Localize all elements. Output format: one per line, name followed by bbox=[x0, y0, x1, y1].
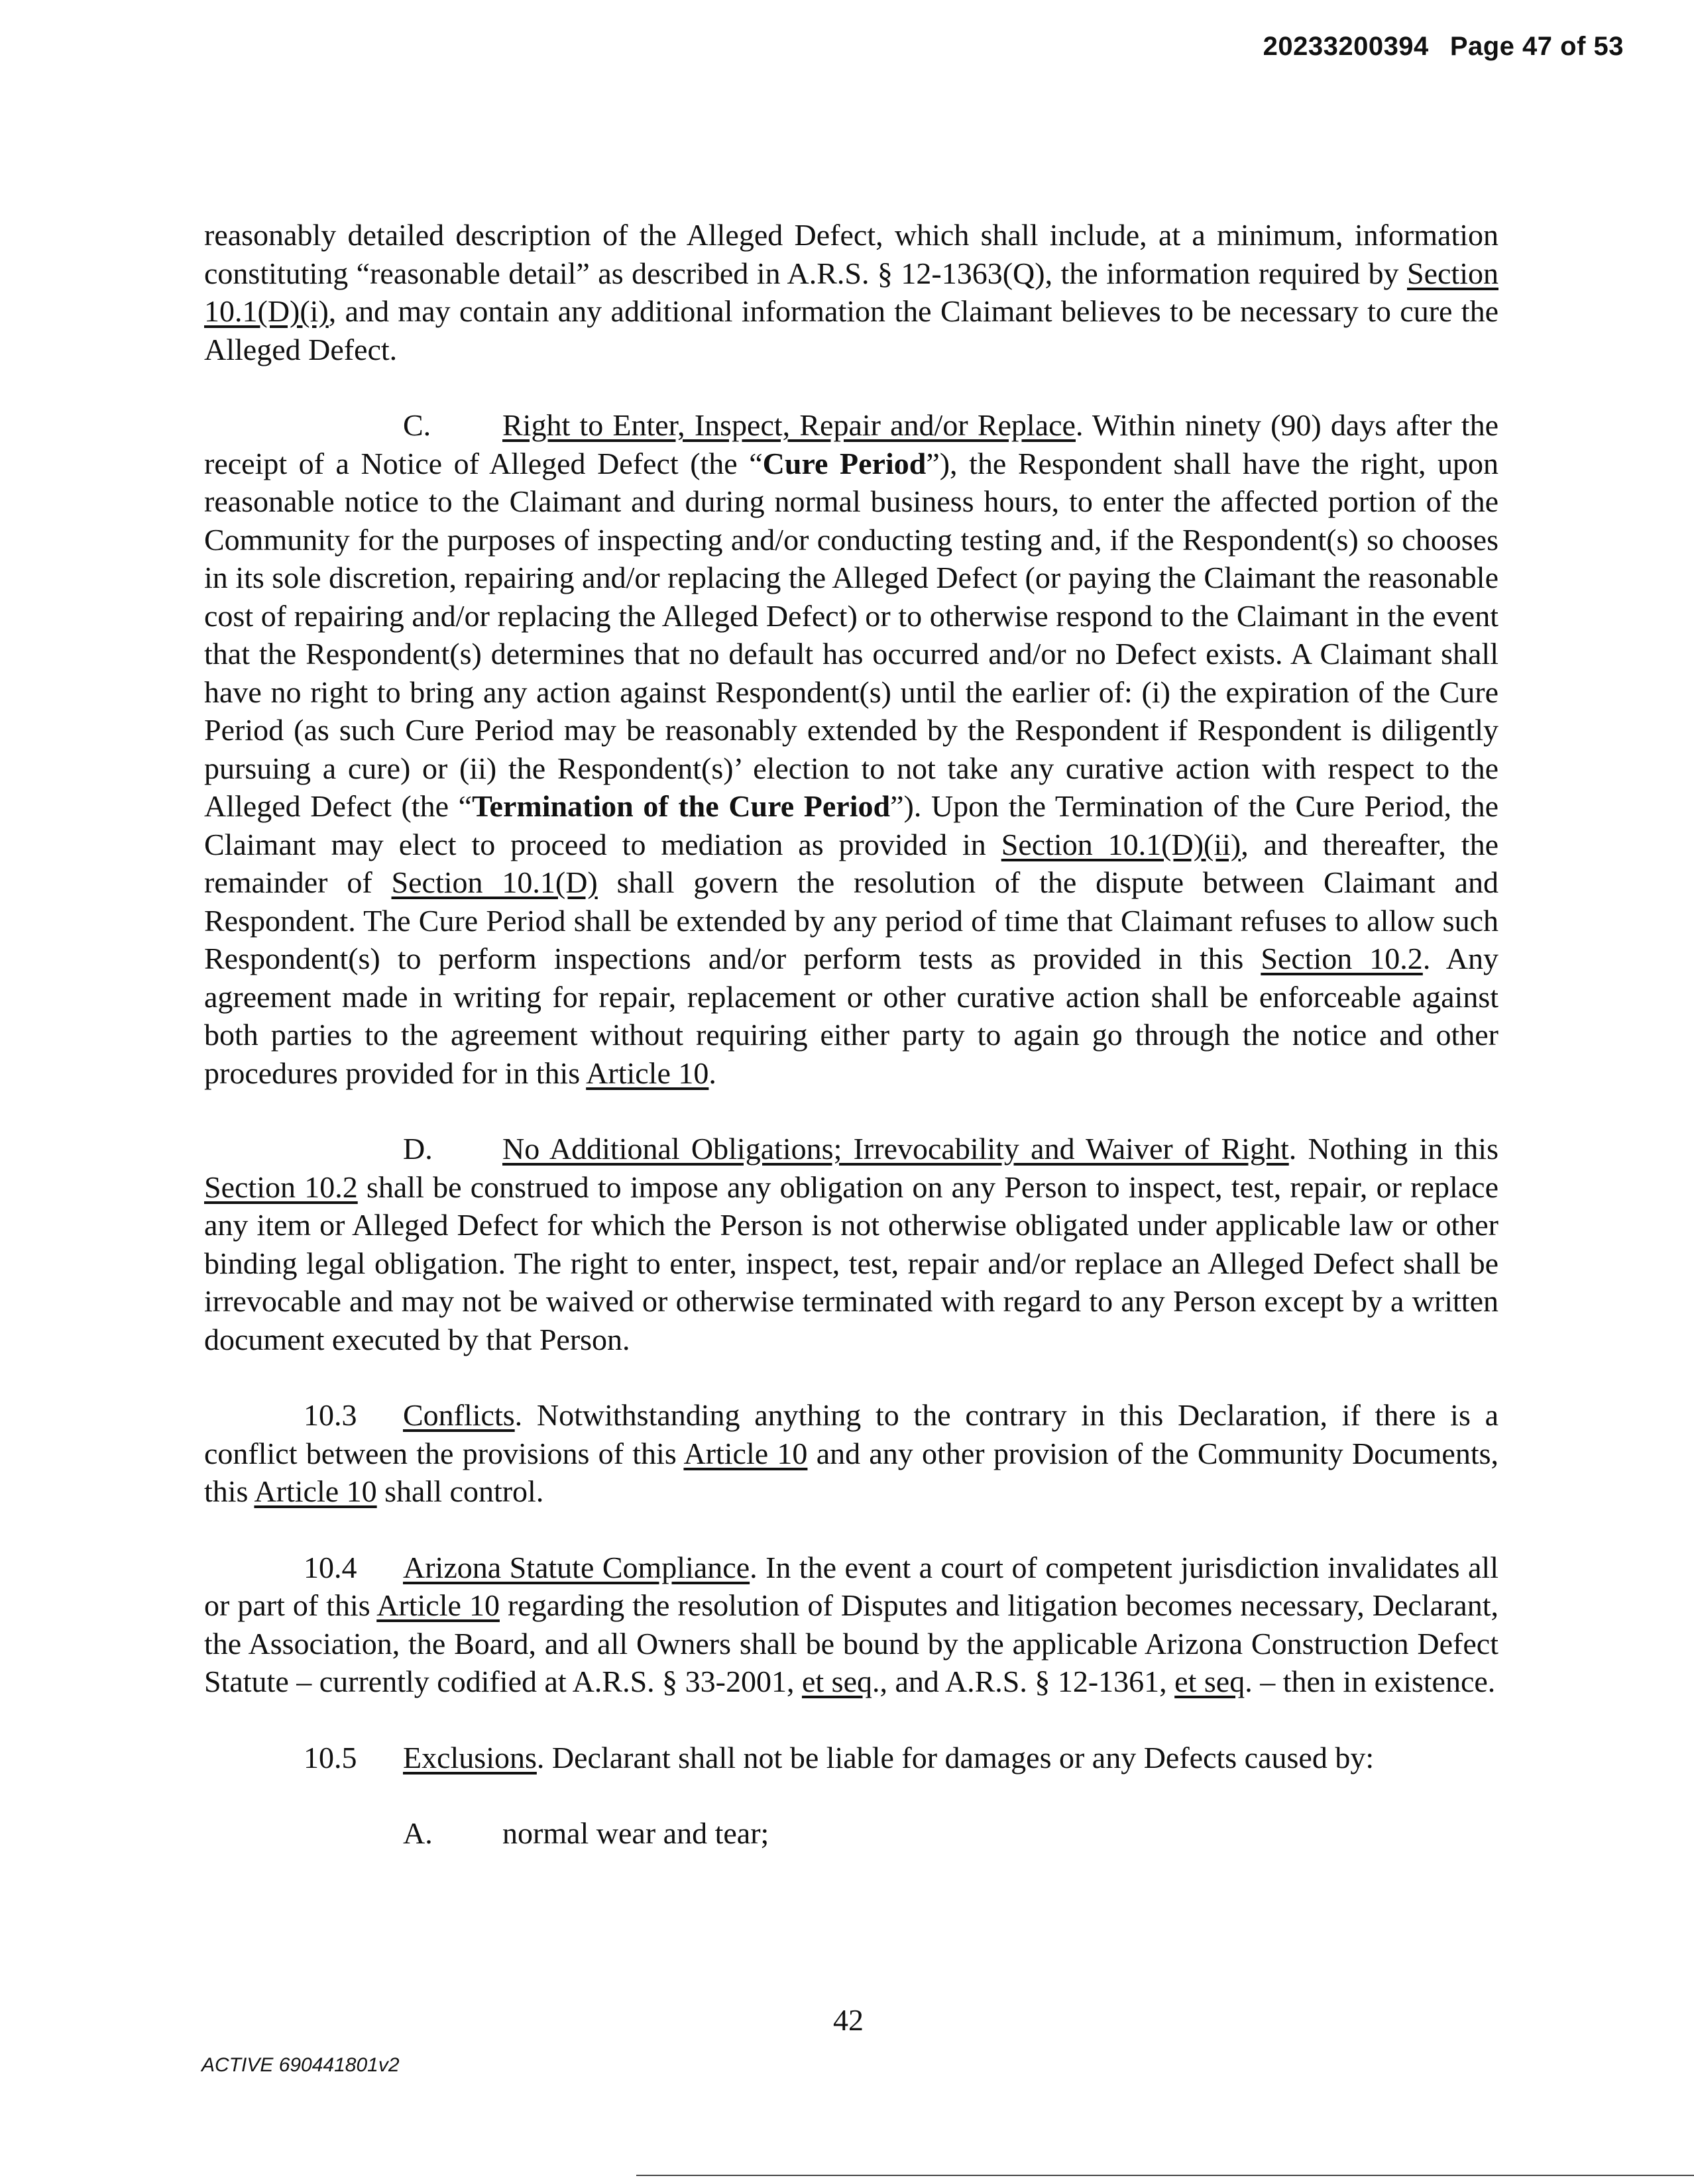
paragraph-label: C. bbox=[403, 408, 431, 442]
paragraph-c: C. Right to Enter, Inspect, Repair and/or Replace. Within ninety (90) days after the receipt of a Notice of Alleged Defect (the “Cure Period”), the Respondent shall have the right, upon reasonable notice to the Claimant and during normal business hours, to enter the affected portion of the Community for the purposes of inspecting and/or conducting testing and, if the Respondent(s) so chooses in its sole discretion, repairing and/or replacing the Alleged Defect (or paying the Claimant the reasonable cost of repairing and/or replacing the Alleged Defect) or to otherwise respond to the Claimant in the event that the Respondent(s) determines that no default has occurred and/or no Defect exists. A Claimant shall have no right to bring any action against Respondent(s) until the earlier of: (i) the expiration of the Cure Period (as such Cure Period may be reasonably extended by the Respondent if Respondent is diligently pursuing a cure) or (ii) the Respondent(s)’ election to not take any curative action with respect to the Alleged Defect (the “Termination of the Cure Period”). Upon the Termination of the Cure Period, the Claimant may elect to proceed to mediation as provided in Section 10.1(D)(ii), and thereafter, the remainder of Section 10.1(D) shall govern the resolution of the dispute between Claimant and Respondent. The Cure Period shall be extended by any period of time that Claimant refuses to allow such Respondent(s) to perform inspections and/or perform tests as provided in this Section 10.2. Any agreement made in writing for repair, replacement or other curative action shall be enforceable against both parties to the agreement without requiring either party to again go through the notice and other procedures provided for in this Article 10. bbox=[204, 406, 1498, 1092]
page-count-label: Page 47 of 53 bbox=[1449, 32, 1624, 61]
paragraph-label: D. bbox=[403, 1132, 433, 1166]
page-header bbox=[1263, 32, 1624, 62]
paragraph-continuation: reasonably detailed description of the Alleged Defect, which shall include, at a minimum, information constituting “reasonable detail” as described in A.R.S. § 12-1363(Q), the information required by Section 10.1(D)(i), and may contain any additional information the Claimant believes to be necessary to cure the Alleged Defect. bbox=[204, 218, 1498, 366]
section-reference: Section 10.2 bbox=[204, 1170, 358, 1204]
citation-term: et seq bbox=[801, 1665, 872, 1698]
article-reference: Article 10 bbox=[376, 1588, 500, 1622]
section-number: 10.4 bbox=[304, 1550, 357, 1584]
section-heading: Conflicts bbox=[403, 1398, 515, 1432]
list-label: A. bbox=[403, 1816, 433, 1850]
article-reference: Article 10 bbox=[254, 1474, 377, 1508]
citation-term: et seq bbox=[1174, 1665, 1245, 1698]
paragraph-heading: No Additional Obligations; Irrevocability and Waiver of Right bbox=[502, 1132, 1289, 1166]
defined-term: Termination of the Cure Period bbox=[472, 789, 891, 823]
article-reference: Article 10 bbox=[586, 1056, 709, 1090]
section-number: 10.5 bbox=[304, 1740, 357, 1774]
section-reference: Section 10.1(D)(ii) bbox=[1001, 827, 1241, 861]
paragraph-heading: Right to Enter, Inspect, Repair and/or Replace bbox=[502, 408, 1076, 442]
document-body bbox=[204, 216, 1498, 1853]
paragraph-d: D. No Additional Obligations; Irrevocability and Waiver of Right. Nothing in this Section 10.2 shall be construed to impose any obligation on any Person to inspect, test, repair, or replace any item or Alleged Defect for which the Person is not otherwise obligated under applicable law or other binding legal obligation. The right to enter, inspect, test, repair and/or replace an Alleged Defect shall be irrevocable and may not be waived or otherwise terminated with regard to any Person except by a written document executed by that Person. bbox=[204, 1130, 1498, 1358]
footer-document-id: ACTIVE 690441801v2 bbox=[201, 2054, 400, 2076]
section-heading: Exclusions bbox=[403, 1740, 537, 1774]
section-reference: Section 10.1(D)(i) bbox=[204, 256, 1498, 328]
section-10-4: 10.4 Arizona Statute Compliance. In the event a court of competent jurisdiction invalidates all or part of this Article 10 regarding the resolution of Disputes and litigation becomes necessary, Declarant, the Association, the Board, and all Owners shall be bound by the applicable Arizona Construction Defect Statute – currently codified at A.R.S. § 33-2001, et seq., and A.R.S. § 12-1361, et seq. – then in existence. bbox=[204, 1549, 1498, 1701]
page-number: 42 bbox=[833, 2003, 864, 2037]
section-reference: Section 10.2 bbox=[1261, 942, 1423, 975]
article-reference: Article 10 bbox=[683, 1436, 808, 1470]
section-reference: Section 10.1(D) bbox=[391, 865, 598, 899]
section-10-3: 10.3 Conflicts. Notwithstanding anything to the contrary in this Declaration, if there is a conflict between the provisions of this Article 10 and any other provision of the Community Documents, this Article 10 shall control. bbox=[204, 1396, 1498, 1511]
bottom-rule bbox=[636, 2175, 1694, 2176]
list-item-a: A. normal wear and tear; bbox=[204, 1814, 1498, 1853]
document-number: 20233200394 bbox=[1263, 32, 1429, 61]
section-10-5: 10.5 Exclusions. Declarant shall not be liable for damages or any Defects caused by: bbox=[204, 1739, 1498, 1777]
section-number: 10.3 bbox=[304, 1398, 357, 1432]
defined-term: Cure Period bbox=[762, 446, 927, 480]
section-heading: Arizona Statute Compliance bbox=[403, 1550, 750, 1584]
